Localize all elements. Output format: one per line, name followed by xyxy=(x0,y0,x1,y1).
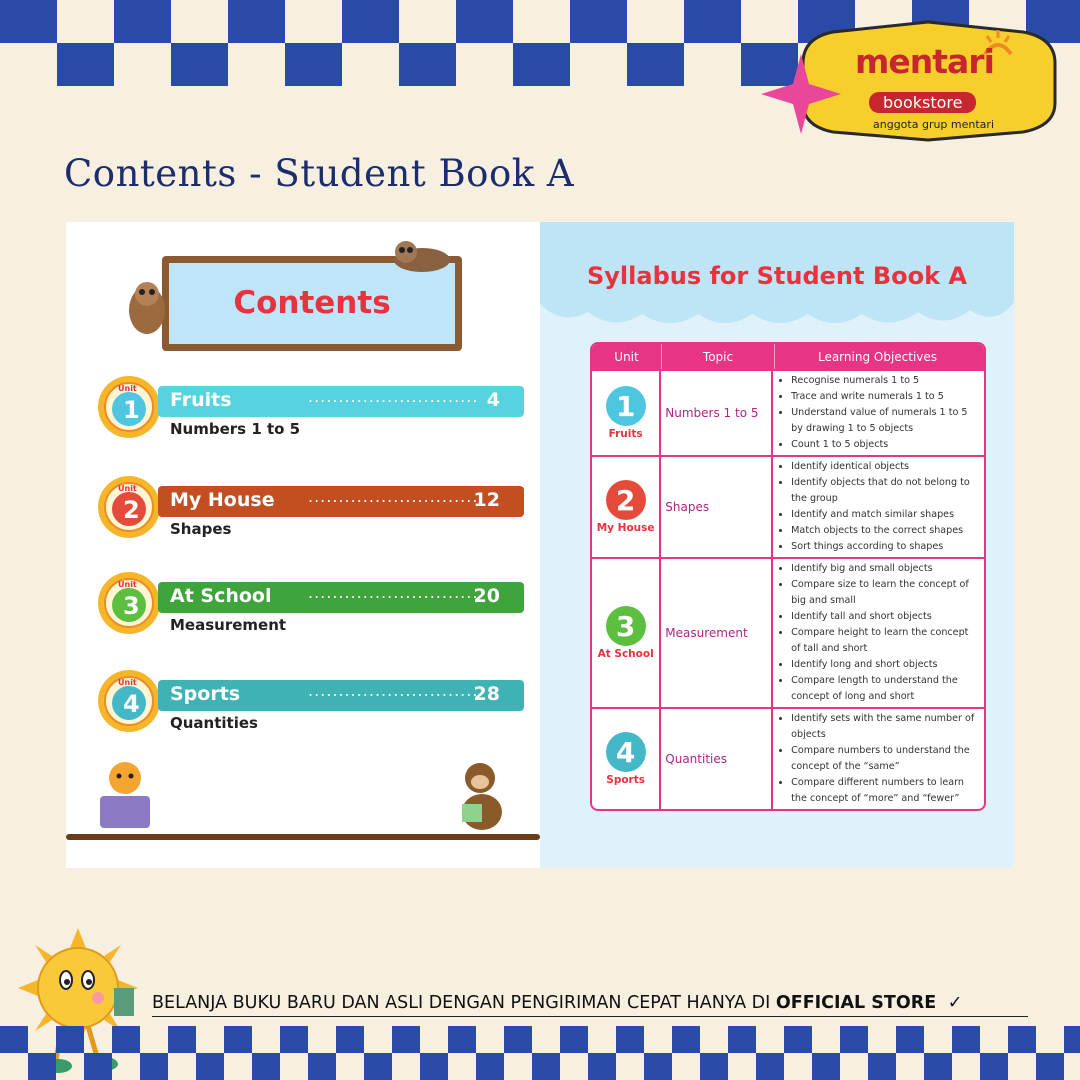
unit-number-blob: 2 xyxy=(606,480,646,520)
unit-badge-number: 2 xyxy=(123,496,140,524)
learning-objective: • Trace and write numerals 1 to 5 xyxy=(791,389,980,405)
contents-page xyxy=(66,222,540,868)
learning-objective: • Identify and match similar shapes xyxy=(791,507,980,523)
syllabus-topic: Quantities xyxy=(661,709,773,809)
unit-sun-badge-icon xyxy=(96,570,162,636)
header-topic: Topic xyxy=(662,344,775,369)
learning-objective: • Identify long and short objects xyxy=(791,657,980,673)
footer-official-store[interactable]: OFFICIAL STORE xyxy=(775,993,937,1013)
unit-sun-badge-icon xyxy=(96,668,162,734)
syllabus-objectives xyxy=(773,709,984,809)
leader-dots: ............................ xyxy=(308,583,479,602)
logo-tagline: anggota grup mentari xyxy=(873,118,994,131)
syllabus-unit-cell xyxy=(592,709,661,809)
unit-sun-badge-icon xyxy=(96,474,162,540)
syllabus-objectives xyxy=(773,559,984,707)
footer-text: BELANJA BUKU BARU DAN ASLI DENGAN PENGIRIMAN CEPAT HANYA DI xyxy=(152,993,776,1013)
contents-unit-row[interactable] xyxy=(96,474,536,544)
checker-border-bottom xyxy=(0,1026,1080,1080)
syllabus-unit-name: My House xyxy=(596,522,655,534)
unit-number-blob: 1 xyxy=(606,386,646,426)
unit-topic: Quantities xyxy=(170,714,258,732)
unit-page-number: 12 xyxy=(473,489,500,511)
leader-dots: ............................ xyxy=(308,387,479,406)
learning-objective: • Recognise numerals 1 to 5 xyxy=(791,373,980,389)
unit-number-blob: 3 xyxy=(606,606,646,646)
learning-objective: • Identify tall and short objects xyxy=(791,609,980,625)
unit-topic: Numbers 1 to 5 xyxy=(170,420,301,438)
unit-sun-badge-icon xyxy=(96,374,162,440)
syllabus-row xyxy=(592,369,984,455)
learning-objective: • Count 1 to 5 objects xyxy=(791,437,980,453)
logo-bookstore-pill: bookstore xyxy=(869,92,976,113)
syllabus-table xyxy=(590,342,986,811)
checker-pattern xyxy=(0,1026,1080,1080)
lemur-illustration xyxy=(388,236,454,276)
syllabus-unit-name: Sports xyxy=(606,774,646,786)
syllabus-row xyxy=(592,557,984,707)
learning-objective: • Identify objects that do not belong to the group xyxy=(791,475,980,507)
unit-title-bar xyxy=(158,386,524,417)
contents-unit-row[interactable] xyxy=(96,374,536,444)
syllabus-topic: Shapes xyxy=(661,457,773,557)
syllabus-row xyxy=(592,455,984,557)
syllabus-objectives xyxy=(773,457,984,557)
unit-badge-number: 3 xyxy=(123,592,140,620)
logo-wordmark: mentari xyxy=(855,42,994,81)
unit-name: At School xyxy=(170,585,272,607)
syllabus-unit-name: Fruits xyxy=(608,428,643,440)
unit-topic: Shapes xyxy=(170,520,232,538)
syllabus-unit-cell xyxy=(592,371,661,455)
syllabus-topic: Numbers 1 to 5 xyxy=(661,371,773,455)
sparkle-star-icon xyxy=(761,54,841,134)
checkmark-icon: ✓ xyxy=(947,993,963,1013)
unit-title-bar xyxy=(158,680,524,711)
learning-objective: • Compare height to learn the concept of tall and short xyxy=(791,625,980,657)
contents-unit-row[interactable] xyxy=(96,570,536,640)
unit-page-number: 4 xyxy=(486,389,500,411)
unit-name: Sports xyxy=(170,683,241,705)
tiger-reading-illustration xyxy=(94,758,156,834)
contents-title: Contents xyxy=(233,285,391,321)
footer-banner xyxy=(152,993,1028,1017)
page-title: Contents - Student Book A xyxy=(64,152,575,195)
leader-dots: ............................ xyxy=(308,487,479,506)
monkey-reading-illustration xyxy=(450,760,514,836)
syllabus-page xyxy=(540,222,1014,868)
header-unit: Unit xyxy=(592,344,662,369)
learning-objective: • Compare size to learn the concept of big and small xyxy=(791,577,980,609)
learning-objective: • Identify identical objects xyxy=(791,459,980,475)
header-learning-objectives: Learning Objectives xyxy=(817,349,938,364)
unit-badge-number: 1 xyxy=(123,396,140,424)
unit-badge-number: 4 xyxy=(123,690,140,718)
unit-title-bar xyxy=(158,582,524,613)
leader-dots: ............................ xyxy=(308,681,479,700)
unit-page-number: 20 xyxy=(473,585,500,607)
ground-branch xyxy=(66,834,540,840)
unit-badge-label: Unit xyxy=(118,580,137,589)
learning-objective: • Identify sets with the same number of objects xyxy=(791,711,980,743)
unit-topic: Measurement xyxy=(170,616,287,634)
syllabus-topic: Measurement xyxy=(661,559,773,707)
syllabus-unit-cell xyxy=(592,457,661,557)
syllabus-objectives xyxy=(773,371,984,455)
learning-objective: • Understand value of numerals 1 to 5 by drawing 1 to 5 objects xyxy=(791,405,980,437)
unit-title-bar xyxy=(158,486,524,517)
unit-badge-label: Unit xyxy=(118,384,137,393)
unit-page-number: 28 xyxy=(473,683,500,705)
unit-name: My House xyxy=(170,489,275,511)
contents-unit-row[interactable] xyxy=(96,668,536,738)
unit-badge-label: Unit xyxy=(118,678,137,687)
learning-objective: • Compare numbers to understand the concept of the “same” xyxy=(791,743,980,775)
syllabus-table-header xyxy=(592,344,984,369)
sloth-illustration xyxy=(122,280,172,350)
syllabus-unit-name: At School xyxy=(597,648,654,660)
learning-objective: • Compare different numbers to learn the concept of “more” and “fewer” xyxy=(791,775,980,807)
unit-badge-label: Unit xyxy=(118,484,137,493)
learning-objective: • Identify big and small objects xyxy=(791,561,980,577)
mentari-logo[interactable] xyxy=(793,18,1063,143)
syllabus-row xyxy=(592,707,984,809)
syllabus-title: Syllabus for Student Book A xyxy=(587,262,967,290)
unit-number-blob: 4 xyxy=(606,732,646,772)
learning-objective: • Sort things according to shapes xyxy=(791,539,980,555)
learning-objective: • Match objects to the correct shapes xyxy=(791,523,980,539)
learning-objective: • Compare length to understand the concept of long and short xyxy=(791,673,980,705)
unit-name: Fruits xyxy=(170,389,232,411)
syllabus-unit-cell xyxy=(592,559,661,707)
